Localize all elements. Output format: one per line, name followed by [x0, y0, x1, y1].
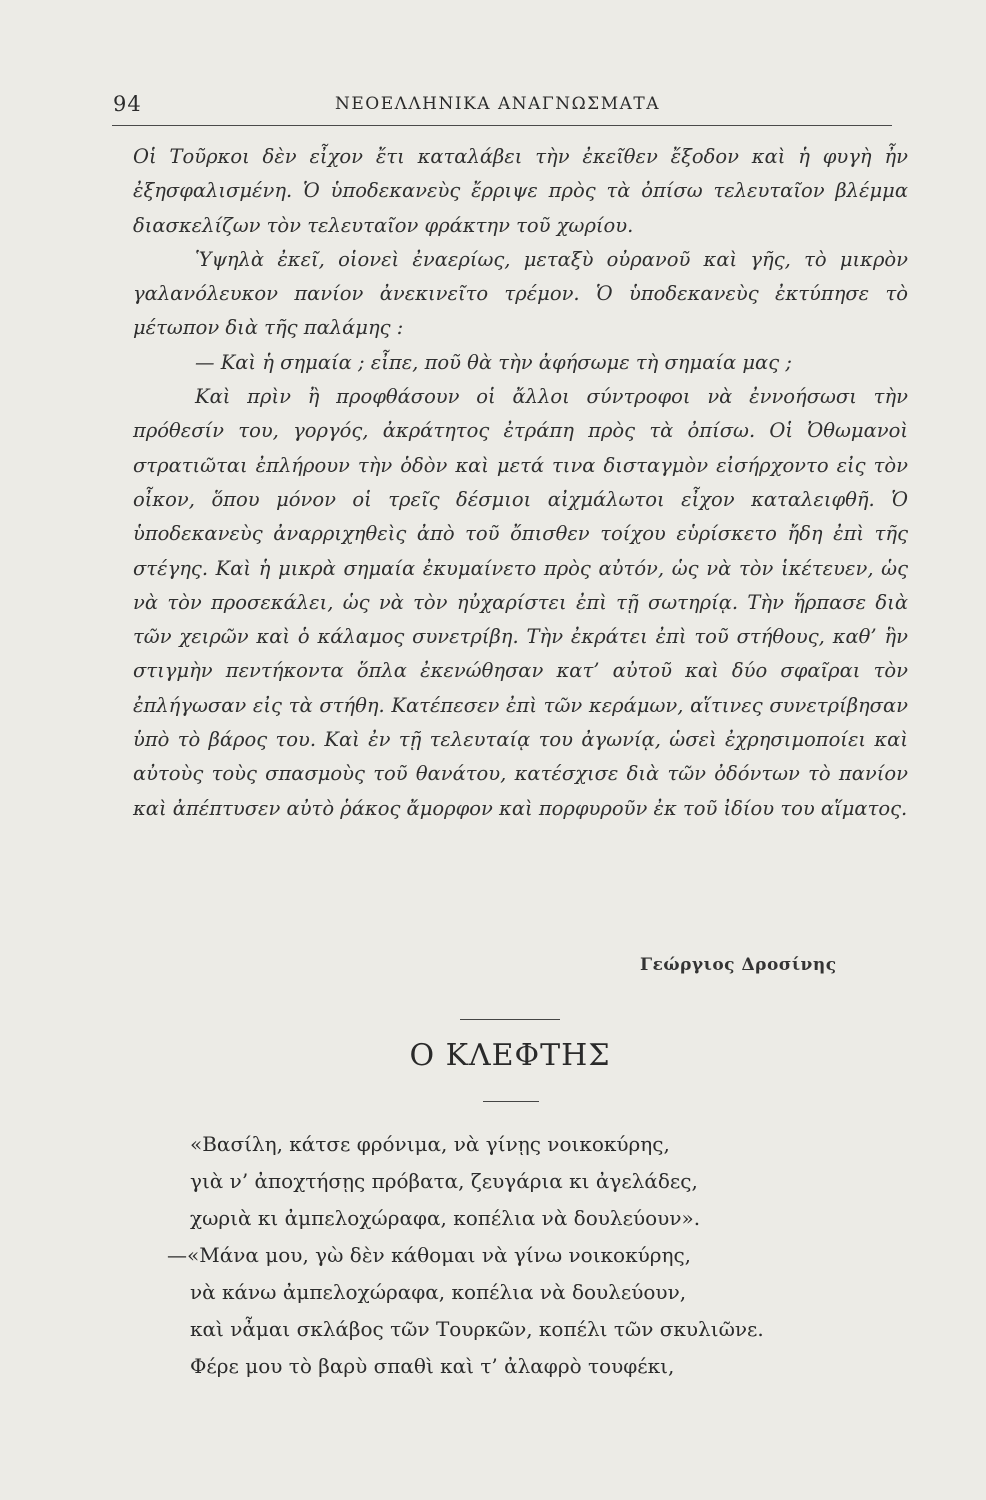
- author-signature: Γεώργιος Δροσίνης: [640, 955, 837, 975]
- paragraph: Οἱ Τοῦρκοι δὲν εἶχον ἔτι καταλάβει τὴν ἐκεῖθεν ἔξοδον καὶ ἡ φυγὴ ἦν ἐξησφαλισμένη. Ὁ ὑποδεκανεὺς ἔρριψε πρὸς τὰ ὀπίσω τελευταῖον βλέμμα διασκελίζων τὸν τελευταῖον φράκτην τοῦ χωρίου.: [133, 145, 908, 237]
- poem-title: Ο ΚΛΕΦΤΗΣ: [409, 1038, 611, 1073]
- running-title: ΝΕΟΕΛΛΗΝΙΚΑ ΑΝΑΓΝΩΣΜΑΤΑ: [335, 94, 660, 114]
- poem-line: χωριὰ κι ἀμπελοχώραφα, κοπέλια νὰ δουλεύουν».: [190, 1206, 701, 1230]
- poem-line: Φέρε μου τὸ βαρὺ σπαθὶ καὶ τ’ ἀλαφρὸ τουφέκι,: [190, 1354, 675, 1378]
- page-number: 94: [113, 92, 142, 116]
- poem-line: νὰ κάνω ἀμπελοχώραφα, κοπέλια νὰ δουλεύουν,: [190, 1280, 687, 1304]
- poem-line: καὶ νἆμαι σκλάβος τῶν Τουρκῶν, κοπέλι τῶν σκυλιῶνε.: [190, 1317, 764, 1341]
- section-divider: [460, 1019, 560, 1020]
- poem-verses: [150, 1126, 910, 1385]
- poem-line: «Βασίλη, κάτσε φρόνιμα, νὰ γίνῃς νοικοκύρης,: [190, 1132, 670, 1156]
- paragraph: Ὑψηλὰ ἐκεῖ, οἱονεὶ ἐναερίως, μεταξὺ οὐρανοῦ καὶ γῆς, τὸ μικρὸν γαλανόλευκον πανίον ἀνεκινεῖτο τρέμον. Ὁ ὑποδεκανεὺς ἐκτύπησε τὸ μέτωπον διὰ τῆς παλάμης :: [133, 247, 908, 340]
- page-header: [113, 86, 893, 126]
- header-divider: [112, 125, 892, 126]
- poem-line: —«Μάνα μου, γὼ δὲν κάθομαι νὰ γίνω νοικοκύρης,: [167, 1243, 692, 1267]
- poem-line: γιὰ ν’ ἀποχτήσῃς πρόβατα, ζευγάρια κι ἀγελάδες,: [190, 1169, 698, 1193]
- prose-text: [133, 140, 908, 826]
- title-underline: [483, 1101, 539, 1102]
- paragraph: — Καὶ ἡ σημαία ; εἶπε, ποῦ θὰ τὴν ἀφήσωμε τὴ σημαία μας ;: [195, 350, 792, 374]
- paragraph: Καὶ πρὶν ἢ προφθάσουν οἱ ἄλλοι σύντροφοι νὰ ἐννοήσωσι τὴν πρόθεσίν του, γοργός, ἀκράτητος ἐτράπη πρὸς τὰ ὀπίσω. Οἱ Ὀθωμανοὶ στρατιῶται ἐπλήρουν τὴν ὁδὸν καὶ μετά τινα δισταγμὸν εἰσήρχοντο εἰς τὸν οἶκον, ὅπου μόνον οἱ τρεῖς δέσμιοι αἰχμάλωτοι εἶχον καταλειφθῆ. Ὁ ὑποδεκανεὺς ἀναρριχηθεὶς ἀπὸ τοῦ ὄπισθεν τοίχου εὑρίσκετο ἤδη ἐπὶ τῆς στέγης. Καὶ ἡ μικρὰ σημαία ἐκυμαίνετο πρὸς αὐτόν, ὡς νὰ τὸν ἱκέτευεν, ὡς νὰ τὸν προσεκάλει, ὡς νὰ τὸν ηὐχαρίστει ἐπὶ τῇ σωτηρίᾳ. Τὴν ἥρπασε διὰ τῶν χειρῶν καὶ ὁ κάλαμος συνετρίβη. Τὴν ἐκράτει ἐπὶ τοῦ στήθους, καθ’ ἣν στιγμὴν πεντήκοντα ὅπλα ἐκενώθησαν κατ’ αὐτοῦ καὶ δύο σφαῖραι τὸν ἐπλήγωσαν εἰς τὰ στήθη. Κατέπεσεν ἐπὶ τῶν κεράμων, αἵτινες συνετρίβησαν ὑπὸ τὸ βάρος του. Καὶ ἐν τῇ τελευταίᾳ του ἀγωνίᾳ, ὡσεὶ ἐχρησιμοποίει καὶ αὐτοὺς τοὺς σπασμοὺς τοῦ θανάτου, κατέσχισε διὰ τῶν ὀδόντων τὸ πανίον καὶ ἀπέπτυσεν αὐτὸ ῥάκος ἄμορφον καὶ πορφυροῦν ἐκ τοῦ ἰδίου του αἵματος.: [133, 385, 908, 820]
